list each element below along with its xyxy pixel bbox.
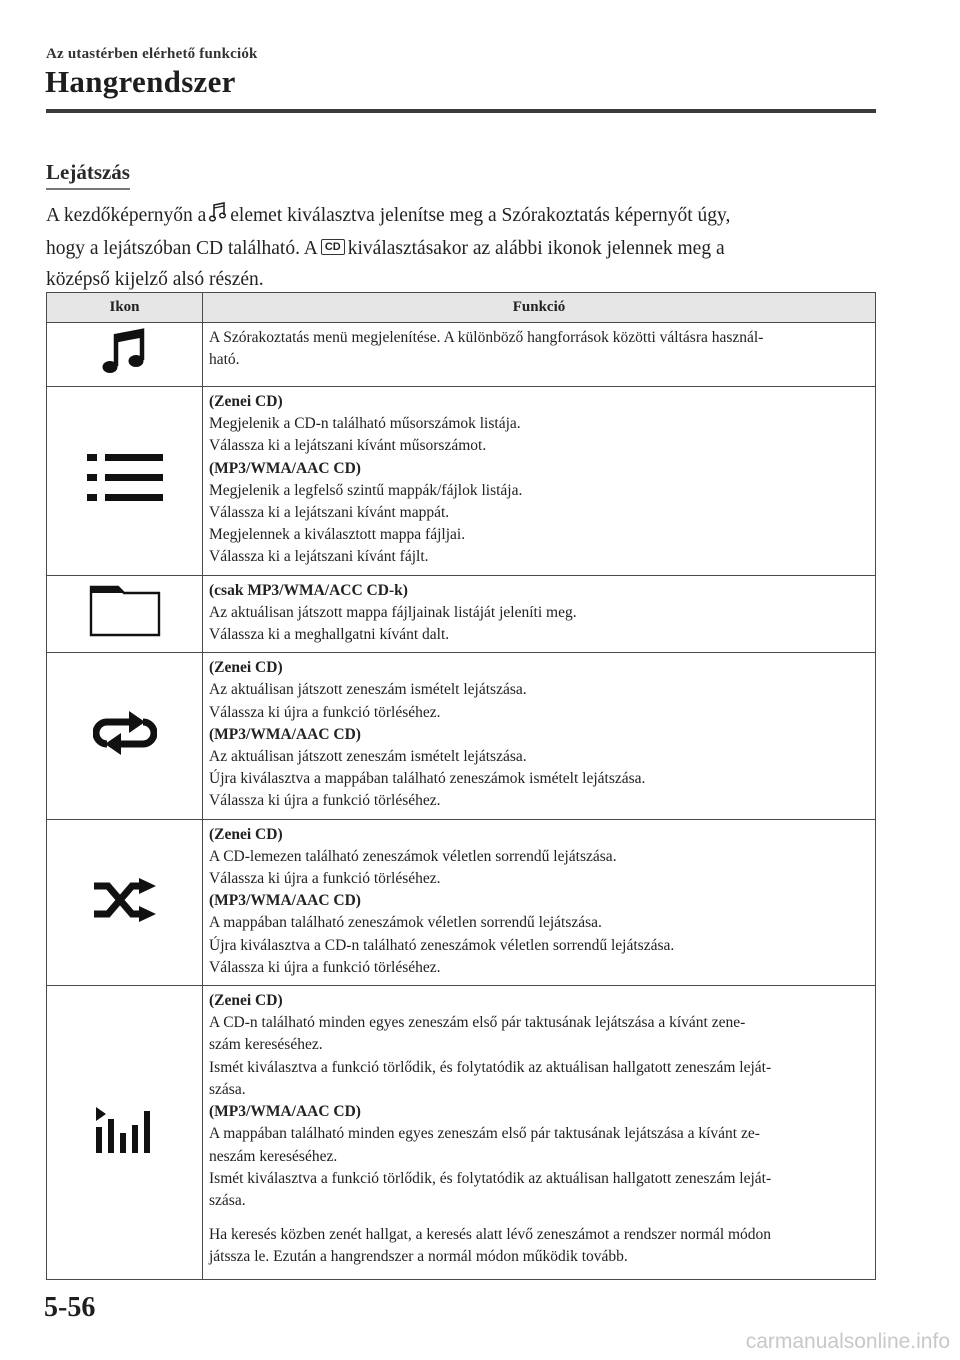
description-heading: (MP3/WMA/AAC CD) — [209, 892, 361, 910]
icon-cell — [47, 653, 203, 819]
description-line: Ismét kiválasztva a funkció törlődik, és folytatódik az aktuálisan hallgatott zeneszám leját- — [209, 1169, 772, 1187]
icon-cell — [47, 819, 203, 985]
page-title: Hangrendszer — [45, 64, 236, 99]
description-line: A CD-lemezen található zeneszámok véletlen sorrendű lejátszása. — [209, 847, 617, 865]
description-line: A CD-n található minden egyes zeneszám első pár taktusának lejátszása a kívánt zene- — [209, 1014, 746, 1032]
description-line: szám kereséséhez. — [209, 1036, 323, 1054]
scan-icon — [94, 1105, 156, 1155]
music-note-icon — [102, 327, 148, 377]
description-line: Válassza ki újra a funkció törléséhez. — [209, 703, 441, 721]
description-line: szása. — [209, 1080, 246, 1098]
description-heading: (Zenei CD) — [209, 659, 283, 677]
icon-cell — [47, 323, 203, 387]
subheading: Lejátszás — [46, 160, 130, 190]
description-cell — [203, 323, 876, 387]
description-cell — [203, 819, 876, 985]
description-line: Újra kiválasztva a CD-n található zeneszámok véletlen sorrendű lejátszása. — [209, 936, 675, 954]
intro-text: kiválasztásakor az alábbi ikonok jelennek meg a — [347, 238, 725, 259]
description-note: Ha keresés közben zenét hallgat, a keresés alatt lévő zeneszámot a rendszer normál módon — [209, 1226, 772, 1244]
description-cell — [203, 575, 876, 653]
description-heading: (csak MP3/WMA/ACC CD-k) — [209, 581, 408, 599]
table-row — [47, 986, 876, 1280]
description-cell — [203, 986, 876, 1280]
description-line: Válassza ki újra a funkció törléséhez. — [209, 870, 441, 888]
description-line: ható. — [209, 351, 240, 369]
table-row — [47, 323, 876, 387]
description-cell — [203, 387, 876, 576]
description-cell — [203, 653, 876, 819]
description-line: Ismét kiválasztva a funkció törlődik, és folytatódik az aktuálisan hallgatott zeneszám leját- — [209, 1058, 772, 1076]
music-note-icon — [209, 201, 227, 233]
function-table — [46, 292, 876, 1280]
table-row — [47, 387, 876, 576]
description-line: Az aktuálisan játszott zeneszám ismételt lejátszása. — [209, 681, 527, 699]
description-note: játssza le. Ezután a hangrendszer a normál módon működik tovább. — [209, 1248, 628, 1266]
description-line: Megjelennek a kiválasztott mappa fájljai. — [209, 526, 466, 544]
description-line: Válassza ki a lejátszani kívánt fájlt. — [209, 548, 429, 566]
intro-paragraph — [46, 200, 876, 295]
intro-text: hogy a lejátszóban CD található. A — [46, 238, 318, 259]
description-line: Válassza ki újra a funkció törléséhez. — [209, 792, 441, 810]
description-line: Újra kiválasztva a mappában található zeneszámok ismételt lejátszása. — [209, 770, 646, 788]
description-line: Az aktuálisan játszott mappa fájljainak listáját jeleníti meg. — [209, 603, 577, 621]
paragraph-gap — [209, 1212, 869, 1224]
description-heading: (MP3/WMA/AAC CD) — [209, 725, 361, 743]
icon-cell — [47, 575, 203, 653]
title-divider — [46, 109, 876, 113]
description-line: Válassza ki a meghallgatni kívánt dalt. — [209, 626, 450, 644]
description-heading: (Zenei CD) — [209, 825, 283, 843]
description-line: Megjelenik a legfelső szintű mappák/fájlok listája. — [209, 481, 523, 499]
intro-text: A kezdőképernyőn a — [46, 205, 207, 226]
table-header-row — [47, 293, 876, 323]
intro-line-1 — [46, 200, 876, 233]
repeat-icon — [93, 710, 157, 756]
table-row — [47, 653, 876, 819]
description-line: A Szórakoztatás menü megjelenítése. A különböző hangforrások közötti váltásra használ- — [209, 329, 764, 346]
column-header-function: Funkció — [203, 293, 876, 323]
icon-cell — [47, 986, 203, 1280]
description-line: Válassza ki a lejátszani kívánt mappát. — [209, 504, 450, 522]
description-heading: (Zenei CD) — [209, 393, 283, 410]
intro-text: elemet kiválasztva jelenítse meg a Szórakoztatás képernyőt úgy, — [230, 205, 731, 226]
description-heading: (MP3/WMA/AAC CD) — [209, 1103, 361, 1121]
section-label: Az utastérben elérhető funkciók — [46, 46, 258, 62]
intro-line-2 — [46, 233, 876, 264]
list-icon — [85, 452, 165, 504]
table-row — [47, 575, 876, 653]
folder-icon — [88, 584, 162, 638]
description-line: szása. — [209, 1191, 246, 1209]
shuffle-icon — [92, 878, 158, 922]
description-line: neszám kereséséhez. — [209, 1147, 338, 1165]
cd-icon: CD — [321, 239, 345, 255]
description-line: Megjelenik a CD-n található műsorszámok listája. — [209, 415, 521, 433]
description-line: Válassza ki a lejátszani kívánt műsorszámot. — [209, 437, 487, 455]
description-line: Válassza ki újra a funkció törléséhez. — [209, 958, 441, 976]
column-header-icon: Ikon — [47, 293, 203, 323]
description-line: A mappában található minden egyes zeneszám első pár taktusának lejátszása a kívánt ze- — [209, 1125, 760, 1143]
description-line: Az aktuálisan játszott zeneszám ismételt lejátszása. — [209, 748, 527, 766]
icon-cell — [47, 387, 203, 576]
watermark: carmanualsonline.info — [745, 1330, 950, 1353]
description-line: A mappában található zeneszámok véletlen sorrendű lejátszása. — [209, 914, 602, 932]
table-row — [47, 819, 876, 985]
description-heading: (MP3/WMA/AAC CD) — [209, 459, 361, 477]
page-number: 5-56 — [44, 1292, 96, 1323]
intro-line-3: középső kijelző alsó részén. — [46, 269, 264, 290]
description-heading: (Zenei CD) — [209, 992, 283, 1010]
